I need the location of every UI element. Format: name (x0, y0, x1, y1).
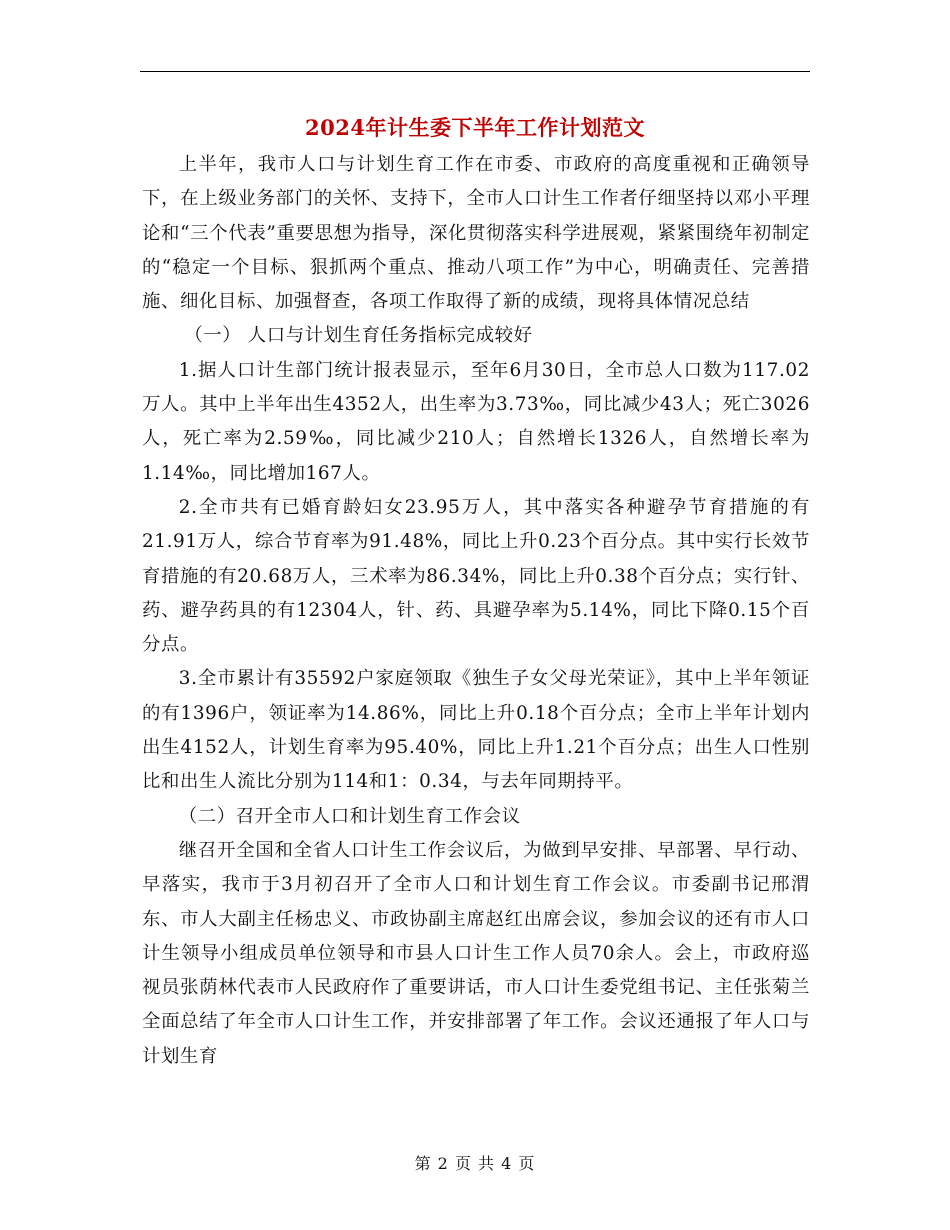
section-heading-2: （二）召开全市人口和计划生育工作会议 (178, 805, 521, 827)
header-rule (140, 71, 810, 72)
paragraph-meeting: 继召开全国和全省人口计生工作会议后，为做到早安排、早部署、早行动、早落实，我市于3月初召开了全市人口和计划生育工作会议。市委副书记邢渭东、市人大副主任杨忠义、市政协副主席赵红出席会议，参加会议的还有市人口计生领导小组成员单位领导和市县人口计生工作人员70余人。会上，市政府巡视员张荫林代表市人民政府作了重要讲话，市人口计生委党组书记、主任张菊兰全面总结了年全市人口计生工作，并安排部署了年工作。会议还通报了年人口与计划生育 (142, 839, 810, 1067)
paragraph-item-3: 3.全市累计有35592户家庭领取《独生子女父母光荣证》，其中上半年领证的有1396户，领证率为14.86%，同比上升0.18个百分点；全市上半年计划内出生4152人，计划生育率为95.40%，同比上升1.21个百分点；出生人口性别比和出生人流比分别为114和1：0.34，与去年同期持平。 (142, 668, 810, 793)
section-heading-1: （一） 人口与计划生育任务指标完成较好 (184, 325, 533, 347)
document-title: 2024年计生委下半年工作计划范文 (305, 115, 645, 140)
page-number: 第 2 页 共 4 页 (414, 1154, 536, 1173)
document-body (142, 148, 810, 1074)
paragraph-item-2: 2.全市共有已婚育龄妇女23.95万人，其中落实各种避孕节育措施的有21.91万人，综合节育率为91.48%，同比上升0.23个百分点。其中实行长效节育措施的有20.68万人，三术率为86.34%，同比上升0.38个百分点；实行针、药、避孕药具的有12304人，针、药、具避孕率为5.14%，同比下降0.15个百分点。 (142, 496, 810, 656)
paragraph-item-1: 1.据人口计生部门统计报表显示，至年6月30日，全市总人口数为117.02万人。其中上半年出生4352人，出生率为3.73‰，同比减少43人；死亡3026人，死亡率为2.59‰，同比减少210人；自然增长1326人，自然增长率为1.14‰，同比增加167人。 (142, 359, 810, 484)
paragraph-intro: 上半年，我市人口与计划生育工作在市委、市政府的高度重视和正确领导下，在上级业务部门的关怀、支持下，全市人口计生工作者仔细坚持以邓小平理论和“三个代表”重要思想为指导，深化贯彻落实科学进展观，紧紧围绕年初制定的“稳定一个目标、狠抓两个重点、推动八项工作”为中心，明确责任、完善措施、细化目标、加强督查，各项工作取得了新的成绩，现将具体情况总结 (142, 154, 810, 313)
